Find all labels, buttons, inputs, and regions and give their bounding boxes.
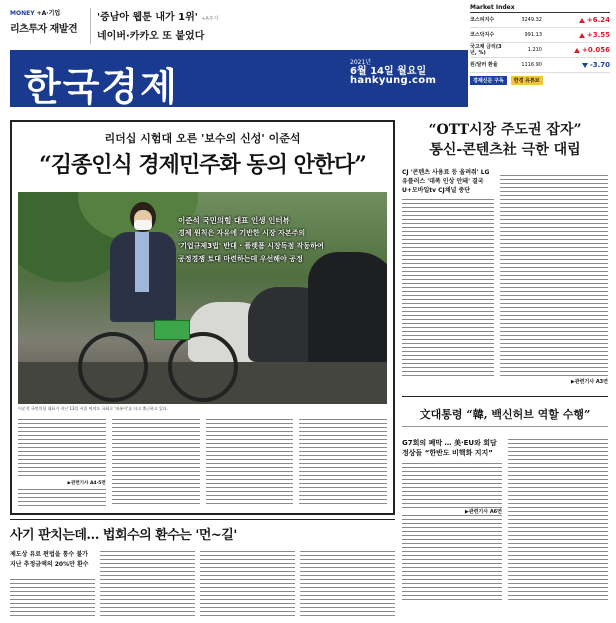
- promo-mid-line2: 네이버·카카오 또 붙었다: [97, 31, 205, 42]
- bike-wheel: [78, 332, 148, 402]
- g7-body-column: [508, 438, 608, 602]
- newspaper-logo[interactable]: 한국경제: [24, 64, 179, 109]
- market-header: Market Index: [470, 4, 610, 13]
- vaccine-headline[interactable]: 文대통령 “韓, 백신허브 역할 수행”: [419, 408, 591, 421]
- g7-subheadline: G7회의 폐막 … 美·EU와 회담 정상들 “한반도 비핵화 지지”: [402, 439, 497, 457]
- market-change: -3.70: [582, 61, 610, 69]
- g7-body-column: [402, 462, 502, 602]
- lead-story[interactable]: [10, 120, 395, 515]
- market-value: 991.13: [524, 32, 542, 38]
- issue-day: 6월 14일 월요일: [350, 66, 427, 77]
- bike-wheel: [168, 332, 238, 402]
- scam-body-column: [300, 550, 395, 618]
- ott-headline[interactable]: “OTT시장 주도권 잡자” 통신-콘텐츠社 극한 대립: [428, 122, 582, 158]
- face-mask: [134, 220, 152, 230]
- masthead: [10, 50, 468, 107]
- issue-year: 2021년: [350, 59, 372, 66]
- divider: [402, 396, 608, 397]
- ott-subheadline: CJ '콘텐츠 사용료 등 올려줘' LG유플러스 '대폭 인상 안돼' 결국 U+모바일tv CJ채널 중단: [402, 169, 490, 194]
- market-row: [470, 58, 610, 73]
- market-row: [470, 43, 610, 58]
- photo-quote: [178, 214, 378, 266]
- body-column: [112, 418, 200, 506]
- market-value: 1.210: [527, 47, 542, 53]
- photo-quote-line: 이준석 국민의힘 대표 인생 인터뷰: [178, 216, 290, 225]
- photo-quote-line: 경제 원칙은 자유에 기반한 시장 자본주의: [178, 229, 306, 237]
- market-name: 코스닥지수: [470, 32, 495, 38]
- photo-quote-line: 공정경쟁 토대 마련하는데 우선해야 공정: [178, 255, 303, 263]
- market-value: 1116.90: [521, 62, 542, 68]
- market-change: +3.55: [579, 31, 610, 39]
- market-row: [470, 28, 610, 43]
- scam-body-column: [200, 550, 295, 618]
- up-arrow-icon: [579, 33, 585, 38]
- up-arrow-icon: [574, 48, 580, 53]
- lead-kicker: 리더십 시험대 오른 '보수의 신성' 이준석: [104, 132, 301, 145]
- market-name: 원/달러 환율: [470, 62, 498, 68]
- car-shape: [308, 252, 387, 372]
- related-article-link[interactable]: ▶관련기사 A4·5면: [67, 481, 106, 486]
- related-article-link[interactable]: ▶관련기사 A3면: [570, 379, 608, 385]
- promo-brand: MONEY: [10, 10, 35, 17]
- market-change: +0.056: [574, 46, 610, 54]
- market-index-box: [470, 4, 610, 106]
- market-row: [470, 13, 610, 28]
- lead-body: [18, 418, 387, 506]
- market-value: 3249.32: [521, 17, 542, 23]
- photo-quote-line: '기업규제3법' 반대 · 플랫폼 시장독점 작동하여: [178, 242, 324, 250]
- scam-body-column: [10, 578, 95, 618]
- related-article-link[interactable]: ▶관련기사 A6면: [402, 508, 502, 515]
- body-column: [18, 418, 106, 506]
- scam-body-column: [100, 550, 195, 618]
- scam-subheadline: 제도상 유료 편법을 통수 불가 지난 추정금액의 20%만 환수: [10, 551, 89, 568]
- divider: [10, 519, 395, 520]
- text-lines: [18, 488, 106, 506]
- promo-webtoon[interactable]: [90, 8, 240, 44]
- body-column: [299, 418, 387, 506]
- lead-headline[interactable]: “김종인식 경제민주화 동의 안한다”: [39, 152, 366, 178]
- person-shirt: [135, 232, 149, 292]
- ott-body-column: [402, 198, 494, 378]
- text-lines: [18, 418, 106, 478]
- bike-basket: [154, 320, 190, 340]
- issue-date: [350, 58, 436, 85]
- up-arrow-icon: [579, 18, 585, 23]
- subscribe-link[interactable]: 경제신문 구독: [470, 76, 507, 85]
- promo-mid-small: +A투자: [201, 16, 219, 22]
- divider: [402, 426, 608, 427]
- photo-caption: 이준석 국민의힘 대표가 지난 13일 서울 여의도 국회로 '따릉이'를 타고 출근하고 있다.: [18, 406, 169, 411]
- lead-photo[interactable]: [18, 192, 387, 404]
- body-column: [206, 418, 294, 506]
- market-name: 국고채 금리(3년, %): [470, 44, 502, 56]
- market-change: +6.24: [579, 16, 610, 24]
- promo-mid-line1: '증남아 웹툰 내가 1위': [97, 12, 198, 23]
- site-url[interactable]: hankyung.com: [350, 75, 437, 86]
- ott-body-column: [500, 174, 608, 378]
- scam-headline[interactable]: 사기 판치는데… 법회수의 환수는 '먼~길': [10, 528, 237, 543]
- down-arrow-icon: [582, 63, 588, 68]
- promo-tag: +A·기업: [36, 10, 61, 17]
- promo-money[interactable]: [10, 8, 88, 44]
- youtube-link[interactable]: 한경 유튜브: [511, 76, 543, 85]
- market-name: 코스피지수: [470, 17, 495, 23]
- promo-left-title: 리츠투자 재발견: [10, 24, 78, 35]
